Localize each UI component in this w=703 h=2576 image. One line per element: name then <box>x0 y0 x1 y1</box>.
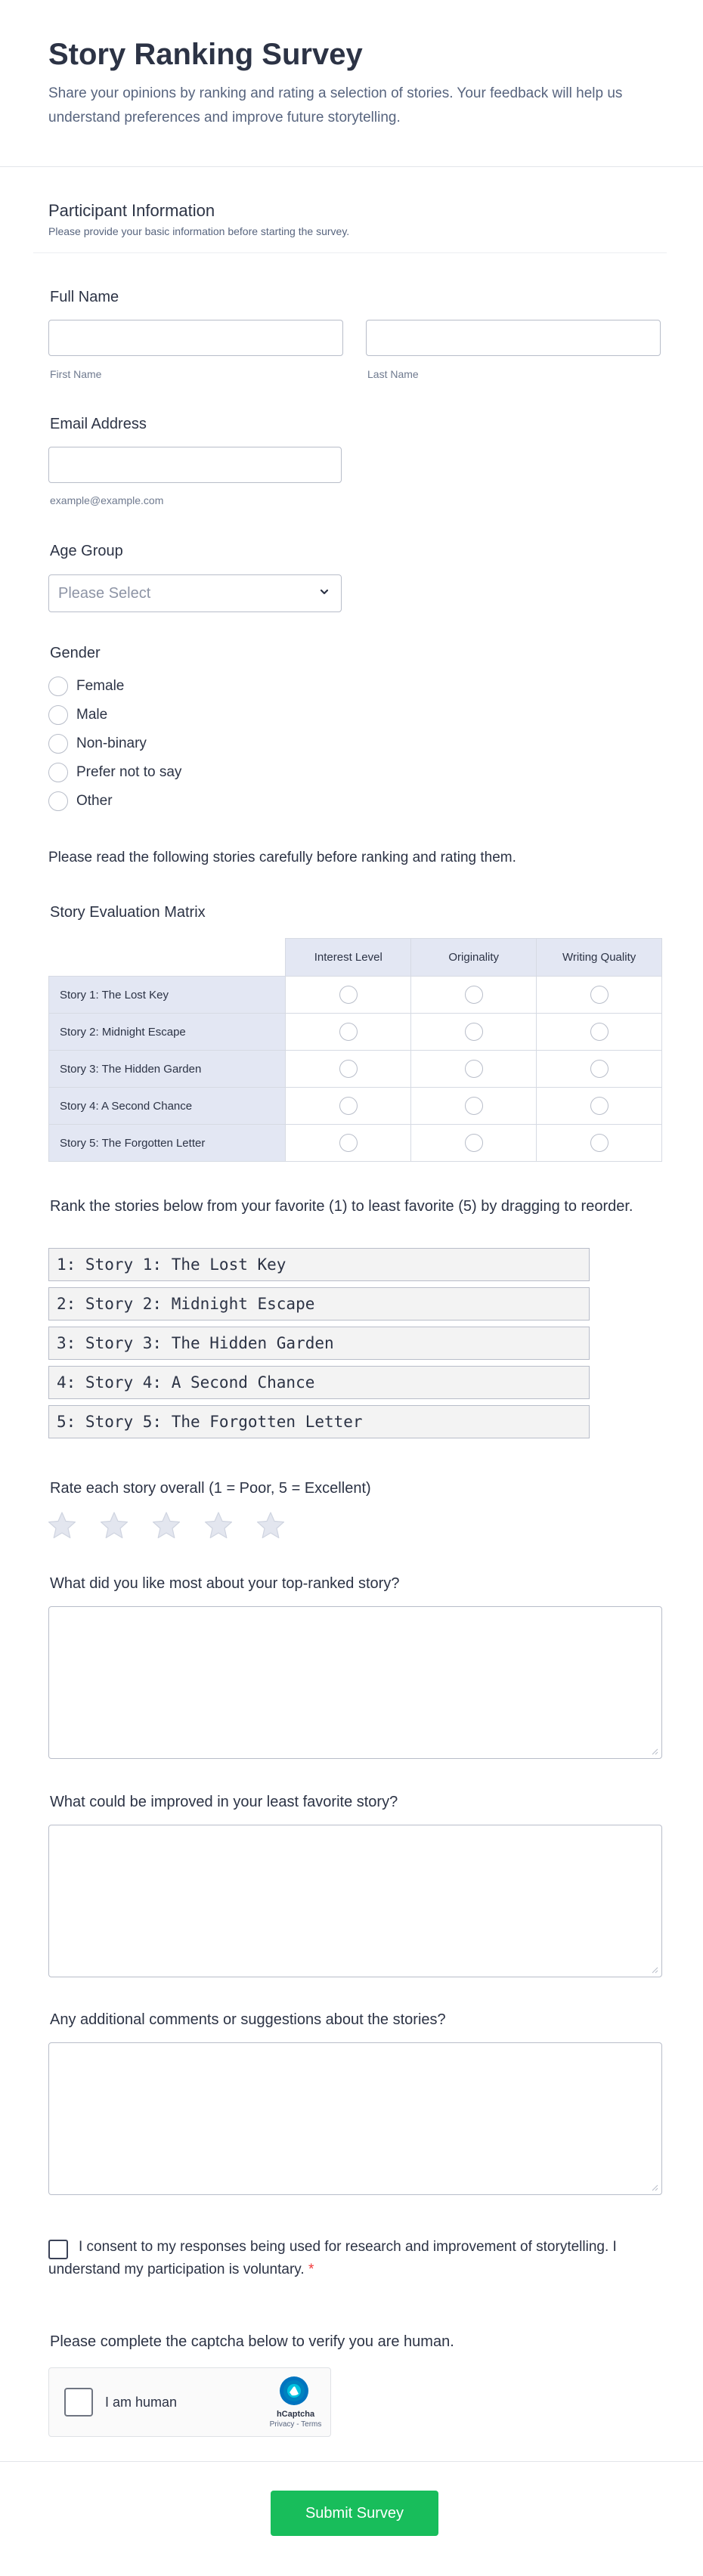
chevron-down-icon <box>317 584 332 599</box>
matrix-row-label: Story 5: The Forgotten Letter <box>49 1125 286 1162</box>
matrix-radio[interactable] <box>465 986 483 1004</box>
radio-button[interactable] <box>48 763 68 782</box>
full-name-label: Full Name <box>50 289 119 305</box>
section-subtitle: Please provide your basic information before starting the survey. <box>48 225 350 237</box>
matrix-radio[interactable] <box>339 986 358 1004</box>
liked-question-label: What did you like most about your top-ranked story? <box>50 1575 400 1592</box>
hcaptcha-logo-icon <box>277 2374 311 2407</box>
matrix-corner <box>49 939 286 977</box>
submit-button[interactable]: Submit Survey <box>271 2491 438 2536</box>
matrix-radio[interactable] <box>590 1023 609 1041</box>
email-input[interactable] <box>48 447 342 483</box>
gender-option-other[interactable]: Other <box>48 790 113 813</box>
matrix-radio[interactable] <box>465 1097 483 1115</box>
gender-option-non-binary[interactable]: Non-binary <box>48 732 147 755</box>
gender-option-female[interactable]: Female <box>48 675 124 698</box>
section-divider <box>33 252 667 253</box>
matrix-radio[interactable] <box>465 1060 483 1078</box>
matrix-radio[interactable] <box>590 1097 609 1115</box>
radio-button[interactable] <box>48 677 68 696</box>
last-name-sublabel: Last Name <box>367 368 419 380</box>
matrix-row-label: Story 3: The Hidden Garden <box>49 1051 286 1088</box>
liked-textarea[interactable] <box>48 1606 662 1759</box>
matrix-radio[interactable] <box>465 1134 483 1152</box>
matrix-radio[interactable] <box>590 1134 609 1152</box>
improve-question-label: What could be improved in your least favorite story? <box>50 1794 398 1810</box>
captcha-links[interactable]: Privacy - Terms <box>269 2420 322 2429</box>
form-title: Story Ranking Survey <box>48 38 363 71</box>
ranking-item[interactable]: 4: Story 4: A Second Chance <box>48 1366 590 1399</box>
ranking-label: Rank the stories below from your favorite (1) to least favorite (5) by dragging to reorder. <box>50 1198 633 1215</box>
first-name-sublabel: First Name <box>50 368 102 380</box>
email-label: Email Address <box>50 416 147 432</box>
captcha-brand: hCaptcha <box>276 2410 315 2419</box>
header-divider <box>0 166 703 167</box>
rating-label: Rate each story overall (1 = Poor, 5 = Excellent) <box>50 1480 371 1497</box>
resize-grip-icon[interactable] <box>651 1966 658 1974</box>
radio-button[interactable] <box>48 734 68 754</box>
ranking-item[interactable]: 1: Story 1: The Lost Key <box>48 1248 590 1281</box>
ranking-item[interactable]: 3: Story 3: The Hidden Garden <box>48 1327 590 1360</box>
evaluation-matrix <box>48 938 662 1162</box>
matrix-col-header: Writing Quality <box>537 939 662 977</box>
instructions-text: Please read the following stories carefully before ranking and rating them. <box>48 850 516 865</box>
matrix-radio[interactable] <box>339 1060 358 1078</box>
matrix-label: Story Evaluation Matrix <box>50 904 206 921</box>
ranking-item[interactable]: 2: Story 2: Midnight Escape <box>48 1287 590 1321</box>
star-icon[interactable] <box>203 1510 234 1540</box>
age-group-select[interactable] <box>48 574 342 612</box>
age-group-placeholder: Please Select <box>58 585 151 602</box>
last-name-input[interactable] <box>366 320 661 356</box>
gender-label: Gender <box>50 645 101 661</box>
first-name-input[interactable] <box>48 320 343 356</box>
matrix-row-label: Story 4: A Second Chance <box>49 1088 286 1125</box>
star-icon[interactable] <box>151 1510 181 1540</box>
star-rating <box>47 1510 286 1540</box>
comments-textarea[interactable] <box>48 2042 662 2195</box>
improve-textarea[interactable] <box>48 1825 662 1977</box>
matrix-col-header: Interest Level <box>286 939 411 977</box>
radio-button[interactable] <box>48 791 68 811</box>
required-mark: * <box>308 2262 314 2277</box>
resize-grip-icon[interactable] <box>651 1748 658 1755</box>
matrix-col-header: Originality <box>411 939 537 977</box>
radio-button[interactable] <box>48 705 68 725</box>
footer-divider <box>0 2461 703 2462</box>
ranking-item[interactable]: 5: Story 5: The Forgotten Letter <box>48 1405 590 1438</box>
email-sublabel: example@example.com <box>50 494 164 506</box>
consent-text: I consent to my responses being used for research and improvement of storytelling. I understand my participation is voluntary. * <box>48 2239 617 2277</box>
captcha-checkbox[interactable] <box>64 2388 93 2417</box>
star-icon[interactable] <box>255 1510 286 1540</box>
matrix-row-label: Story 1: The Lost Key <box>49 977 286 1014</box>
resize-grip-icon[interactable] <box>651 2184 658 2191</box>
section-title: Participant Information <box>48 201 215 220</box>
captcha-text: I am human <box>105 2395 178 2410</box>
matrix-radio[interactable] <box>590 986 609 1004</box>
matrix-radio[interactable] <box>465 1023 483 1041</box>
star-icon[interactable] <box>47 1510 77 1540</box>
form-subtitle: Share your opinions by ranking and rating a selection of stories. Your feedback will help us understand preferences and improve future storytelling. <box>48 85 623 125</box>
matrix-radio[interactable] <box>339 1134 358 1152</box>
gender-option-prefer-not[interactable]: Prefer not to say <box>48 761 181 784</box>
gender-option-male[interactable]: Male <box>48 704 107 726</box>
matrix-radio[interactable] <box>590 1060 609 1078</box>
star-icon[interactable] <box>99 1510 129 1540</box>
age-group-label: Age Group <box>50 543 123 559</box>
captcha-widget <box>48 2367 331 2437</box>
captcha-label: Please complete the captcha below to verify you are human. <box>50 2333 454 2350</box>
matrix-radio[interactable] <box>339 1097 358 1115</box>
comments-question-label: Any additional comments or suggestions about the stories? <box>50 2011 446 2028</box>
matrix-radio[interactable] <box>339 1023 358 1041</box>
matrix-row-label: Story 2: Midnight Escape <box>49 1014 286 1051</box>
